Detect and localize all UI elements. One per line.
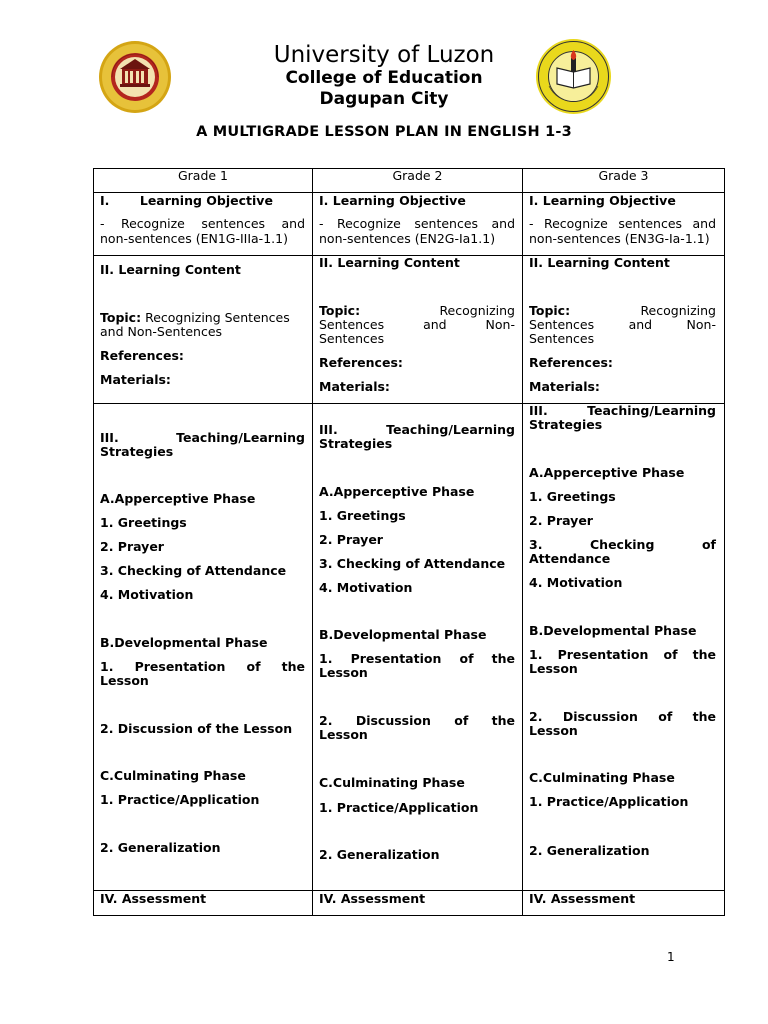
strategies-heading-line2: Strategies [529, 417, 603, 432]
step-attendance: 3. Checking of Attendance [319, 556, 506, 571]
learning-content-heading: II. Learning Content [319, 255, 460, 270]
references-label: References: [319, 355, 403, 370]
step-practice: 1. Practice/Application [319, 800, 479, 815]
developmental-phase-heading: B.Developmental Phase [319, 627, 487, 642]
learning-content-heading: II. Learning Content [100, 262, 241, 277]
objective-text-line: - Recognize sentences and [319, 216, 515, 231]
step-attendance-line2: Attendance [529, 551, 611, 566]
topic-text-line: Sentences and Non- [319, 317, 515, 332]
topic-text-line: and Non-Sentences [100, 324, 223, 339]
step-greetings: 1. Greetings [100, 515, 187, 530]
objective-text-line: - Recognize sentences and [529, 216, 716, 231]
step-practice: 1. Practice/Application [529, 794, 689, 809]
step-discussion: 2. Discussion of the Lesson [100, 721, 293, 736]
topic-label: Topic: [319, 303, 361, 318]
learning-content-heading: II. Learning Content [529, 255, 670, 270]
topic-text-line: Sentences [319, 331, 385, 346]
grade-2-header: Grade 2 [392, 168, 443, 183]
topic-line [529, 304, 716, 318]
step-presentation: 1. Presentation of the [319, 651, 515, 666]
topic-text: Recognizing [640, 303, 716, 318]
city-name: Dagupan City [319, 89, 449, 109]
step-presentation: 1. Presentation of the [100, 659, 305, 674]
learning-objective-heading: I. Learning Objective [100, 193, 273, 208]
references-label: References: [100, 348, 184, 363]
topic-label: Topic: [529, 303, 571, 318]
step-presentation: 1. Presentation of the [529, 647, 716, 662]
topic-text: Recognizing [439, 303, 515, 318]
step-presentation-line2: Lesson [100, 673, 149, 688]
university-name: University of Luzon [273, 42, 495, 68]
materials-label: Materials: [100, 372, 171, 387]
strategies-heading: III. Teaching/Learning [100, 430, 305, 445]
step-motivation: 4. Motivation [529, 575, 623, 590]
strategies-heading: III. Teaching/Learning [319, 422, 515, 437]
step-practice: 1. Practice/Application [100, 792, 260, 807]
step-greetings: 1. Greetings [529, 489, 616, 504]
assessment-heading: IV. Assessment [100, 891, 207, 906]
learning-objective-heading: I. Learning Objective [319, 193, 466, 208]
objective-text-line: non-sentences (EN1G-IIIa-1.1) [100, 231, 288, 246]
step-generalization: 2. Generalization [319, 847, 440, 862]
assessment-heading: IV. Assessment [529, 891, 636, 906]
culminating-phase-heading: C.Culminating Phase [529, 770, 675, 785]
objective-text-line: - Recognize sentences and [100, 216, 305, 231]
step-attendance: 3. Checking of [529, 537, 716, 552]
step-greetings: 1. Greetings [319, 508, 406, 523]
topic-text-line: Sentences [529, 331, 595, 346]
objective-text-line: non-sentences (EN2G-Ia1.1) [319, 231, 496, 246]
culminating-phase-heading: C.Culminating Phase [100, 768, 246, 783]
step-discussion-line2: Lesson [529, 723, 578, 738]
step-discussion: 2. Discussion of the [529, 709, 716, 724]
strategies-heading-line2: Strategies [100, 444, 174, 459]
document-title: A MULTIGRADE LESSON PLAN IN ENGLISH 1-3 [196, 124, 572, 140]
college-name: College of Education [285, 68, 483, 88]
step-motivation: 4. Motivation [319, 580, 413, 595]
developmental-phase-heading: B.Developmental Phase [100, 635, 268, 650]
step-generalization: 2. Generalization [529, 843, 650, 858]
step-prayer: 2. Prayer [100, 539, 164, 554]
grade-3-header: Grade 3 [598, 168, 649, 183]
topic-label: Topic: [100, 310, 142, 325]
materials-label: Materials: [529, 379, 600, 394]
strategies-heading: III. Teaching/Learning [529, 403, 716, 418]
developmental-phase-heading: B.Developmental Phase [529, 623, 697, 638]
step-attendance: 3. Checking of Attendance [100, 563, 287, 578]
apperceptive-phase-heading: A.Apperceptive Phase [529, 465, 685, 480]
step-discussion: 2. Discussion of the [319, 713, 515, 728]
apperceptive-phase-heading: A.Apperceptive Phase [319, 484, 475, 499]
step-prayer: 2. Prayer [319, 532, 383, 547]
page-number: 1 [667, 950, 675, 964]
step-motivation: 4. Motivation [100, 587, 194, 602]
step-generalization: 2. Generalization [100, 840, 221, 855]
step-discussion-line2: Lesson [319, 727, 368, 742]
apperceptive-phase-heading: A.Apperceptive Phase [100, 491, 256, 506]
objective-text-line: non-sentences (EN3G-Ia-1.1) [529, 231, 710, 246]
topic-text: Recognizing Sentences [145, 310, 290, 325]
step-presentation-line2: Lesson [529, 661, 578, 676]
topic-line [100, 311, 305, 325]
references-label: References: [529, 355, 613, 370]
culminating-phase-heading: C.Culminating Phase [319, 775, 465, 790]
topic-line [319, 304, 515, 318]
step-prayer: 2. Prayer [529, 513, 593, 528]
assessment-heading: IV. Assessment [319, 891, 426, 906]
grade-1-header: Grade 1 [177, 168, 229, 183]
step-presentation-line2: Lesson [319, 665, 368, 680]
topic-text-line: Sentences and Non- [529, 317, 716, 332]
learning-objective-heading: I. Learning Objective [529, 193, 676, 208]
strategies-heading-line2: Strategies [319, 436, 393, 451]
materials-label: Materials: [319, 379, 390, 394]
